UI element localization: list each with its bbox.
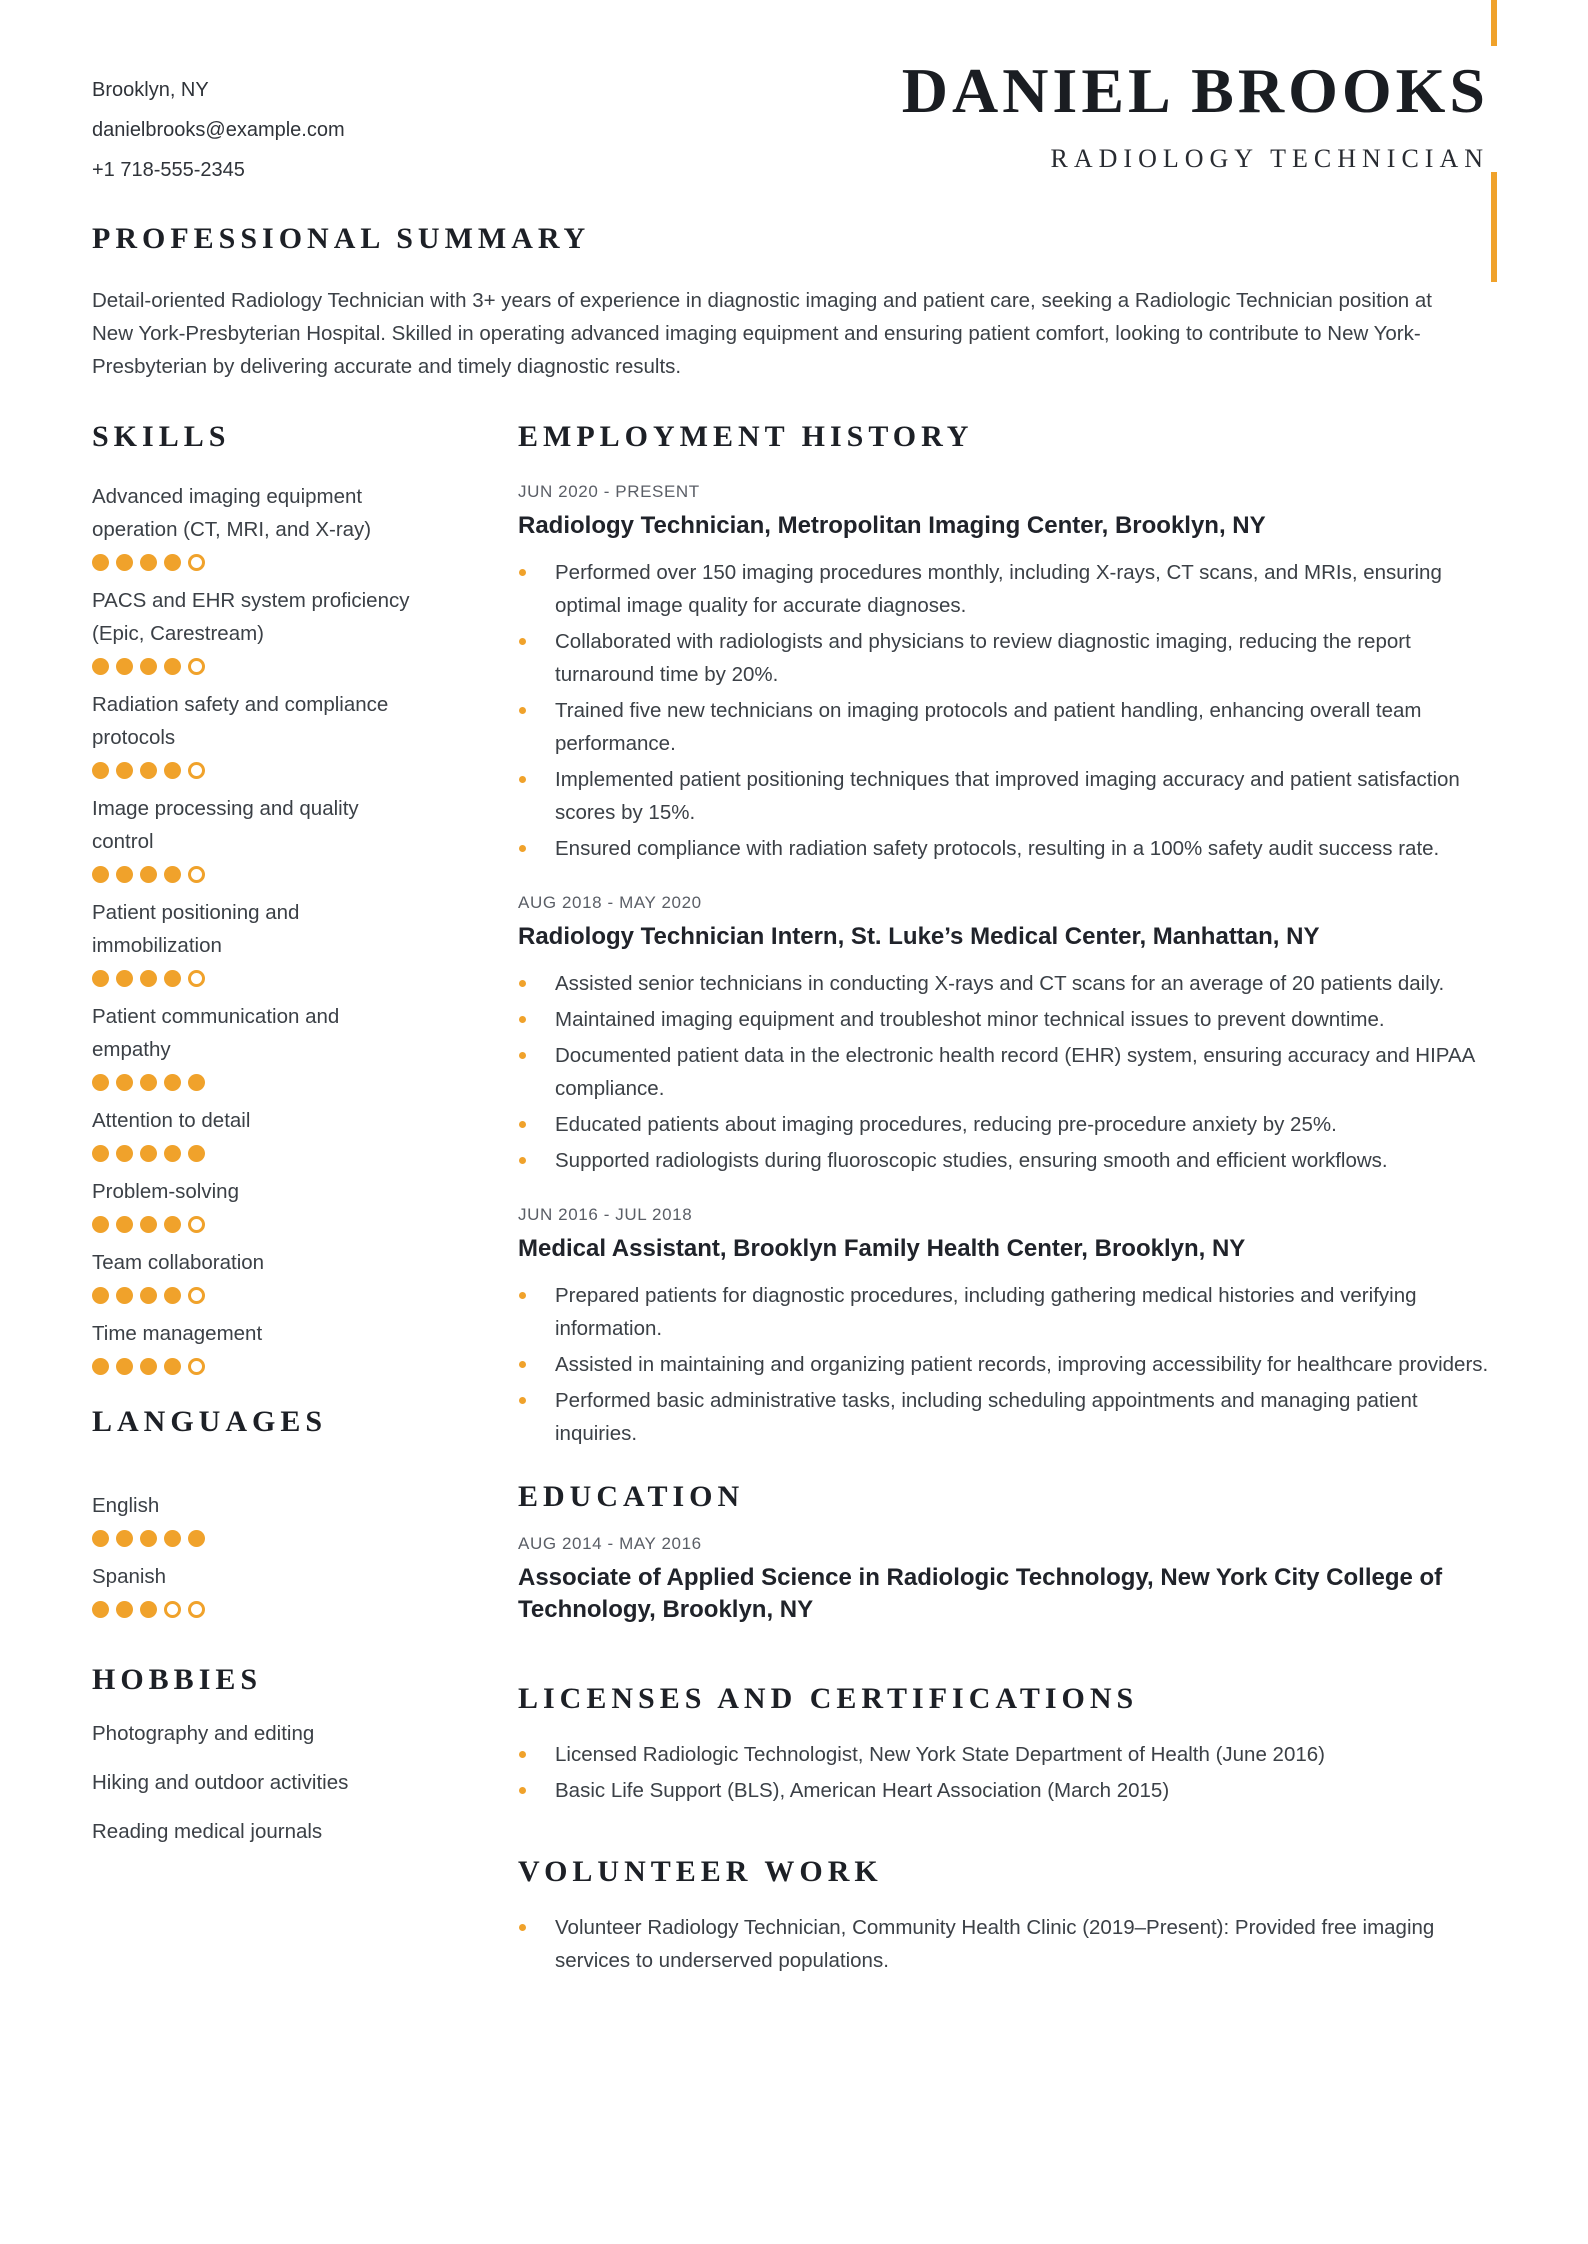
bullet-text: Volunteer Radiology Technician, Community Health Clinic (2019–Present): Provided free imaging services to underserved populations. [555, 1916, 1435, 1972]
skill-name: Patient communication and empathy [92, 1005, 340, 1061]
rating-dot-filled [164, 762, 181, 779]
contact-block [92, 70, 345, 190]
bullet-dot-icon [519, 776, 526, 783]
bullet-dot-icon [519, 1751, 526, 1758]
job-bullets [518, 556, 1493, 865]
skill-rating [92, 658, 422, 675]
bullet-item [518, 1279, 1493, 1345]
rating-dot-filled [116, 1358, 133, 1375]
rating-dot-filled [92, 554, 109, 571]
rating-dot-filled [116, 1074, 133, 1091]
language-rating [92, 1530, 422, 1547]
skill-rating [92, 970, 422, 987]
bullet-item [518, 1384, 1493, 1450]
volunteer-bullets [518, 1911, 1493, 1977]
rating-dot-filled [92, 970, 109, 987]
rating-dot-filled [164, 1530, 181, 1547]
bullet-text: Prepared patients for diagnostic procedures, including gathering medical histories and verifying information. [555, 1284, 1417, 1340]
hobbies-heading: HOBBIES [92, 1663, 263, 1696]
job-title: Medical Assistant, Brooklyn Family Health Center, Brooklyn, NY [518, 1235, 1246, 1262]
rating-dot-filled [188, 1145, 205, 1162]
rating-dot-filled [92, 1216, 109, 1233]
rating-dot-filled [92, 1074, 109, 1091]
bullet-text: Licensed Radiologic Technologist, New York State Department of Health (June 2016) [555, 1743, 1325, 1766]
languages-heading: LANGUAGES [92, 1405, 328, 1438]
accent-bar-top [1491, 0, 1497, 46]
skill-name: Patient positioning and immobilization [92, 901, 300, 957]
bullet-item [518, 1003, 1493, 1036]
rating-dot-filled [164, 554, 181, 571]
bullet-text: Assisted senior technicians in conducting X-rays and CT scans for an average of 20 patients daily. [555, 972, 1445, 995]
skill-item [92, 1000, 422, 1091]
bullet-item [518, 1738, 1493, 1771]
language-item [92, 1560, 422, 1618]
rating-dot-filled [140, 1145, 157, 1162]
skill-rating [92, 1287, 422, 1304]
skill-item [92, 584, 422, 675]
rating-dot-filled [116, 658, 133, 675]
rating-dot-filled [92, 658, 109, 675]
bullet-item [518, 1774, 1493, 1807]
rating-dot-filled [92, 1358, 109, 1375]
rating-dot-filled [92, 866, 109, 883]
rating-dot-empty [164, 1601, 181, 1618]
job-title: Radiology Technician, Metropolitan Imaging Center, Brooklyn, NY [518, 512, 1266, 539]
summary-text: Detail-oriented Radiology Technician with 3+ years of experience in diagnostic imaging and patient care, seeking a Radiologic Technician position at New York-Presbyterian Hospital. Skilled in operating advanced imaging equipment and ensuring patient comfort, looking to contribute to New York-Presbyterian by delivering accurate and timely diagnostic results. [92, 289, 1432, 378]
job-bullets [518, 1279, 1493, 1450]
bullet-item [518, 1144, 1493, 1177]
bullet-item [518, 556, 1493, 622]
rating-dot-filled [116, 554, 133, 571]
skill-rating [92, 762, 422, 779]
rating-dot-filled [140, 1074, 157, 1091]
skill-item [92, 792, 422, 883]
bullet-text: Documented patient data in the electronic health record (EHR) system, ensuring accuracy and HIPAA compliance. [555, 1044, 1475, 1100]
bullet-dot-icon [519, 1121, 526, 1128]
education-degree: Associate of Applied Science in Radiologic Technology, New York City College of Technology, Brooklyn, NY [518, 1564, 1443, 1623]
rating-dot-filled [116, 1530, 133, 1547]
contact-phone: +1 718-555-2345 [92, 159, 245, 181]
skill-name: Radiation safety and compliance protocols [92, 693, 389, 749]
rating-dot-filled [116, 762, 133, 779]
rating-dot-filled [116, 1287, 133, 1304]
bullet-text: Performed over 150 imaging procedures monthly, including X-rays, CT scans, and MRIs, ensuring optimal image quality for accurate diagnoses. [555, 561, 1442, 617]
skill-name: Team collaboration [92, 1251, 265, 1274]
rating-dot-empty [188, 866, 205, 883]
bullet-dot-icon [519, 1361, 526, 1368]
skills-heading: SKILLS [92, 420, 231, 453]
hobby-item: Reading medical journals [92, 1820, 323, 1843]
contact-email: danielbrooks@example.com [92, 119, 345, 141]
rating-dot-filled [164, 1074, 181, 1091]
bullet-dot-icon [519, 638, 526, 645]
bullet-dot-icon [519, 1292, 526, 1299]
skill-item [92, 688, 422, 779]
bullet-item [518, 625, 1493, 691]
job-bullets [518, 967, 1493, 1177]
skill-rating [92, 554, 422, 571]
rating-dot-filled [140, 1216, 157, 1233]
bullet-text: Performed basic administrative tasks, including scheduling appointments and managing patient inquiries. [555, 1389, 1418, 1445]
skill-rating [92, 1358, 422, 1375]
rating-dot-filled [92, 1145, 109, 1162]
rating-dot-filled [164, 1216, 181, 1233]
bullet-text: Trained five new technicians on imaging protocols and patient handling, enhancing overall team performance. [555, 699, 1422, 755]
rating-dot-filled [140, 554, 157, 571]
left-column [92, 420, 422, 1864]
bullet-dot-icon [519, 1016, 526, 1023]
language-name: Spanish [92, 1565, 167, 1588]
bullet-dot-icon [519, 845, 526, 852]
rating-dot-filled [140, 1601, 157, 1618]
bullet-item [518, 694, 1493, 760]
skill-item [92, 896, 422, 987]
rating-dot-empty [188, 1216, 205, 1233]
rating-dot-filled [92, 762, 109, 779]
summary-heading: PROFESSIONAL SUMMARY [92, 222, 591, 255]
education-dates: AUG 2014 - MAY 2016 [518, 1534, 702, 1553]
bullet-text: Educated patients about imaging procedures, reducing pre-procedure anxiety by 25%. [555, 1113, 1337, 1136]
rating-dot-filled [164, 866, 181, 883]
rating-dot-filled [116, 1216, 133, 1233]
rating-dot-filled [116, 1601, 133, 1618]
skill-item [92, 1104, 422, 1162]
accent-bar-header [1491, 172, 1497, 282]
job-entry [518, 480, 1493, 865]
bullet-text: Assisted in maintaining and organizing patient records, improving accessibility for healthcare providers. [555, 1353, 1489, 1376]
job-dates: JUN 2020 - PRESENT [518, 482, 700, 501]
bullet-item [518, 1039, 1493, 1105]
language-name: English [92, 1494, 160, 1517]
skill-rating [92, 1145, 422, 1162]
skill-item [92, 1246, 422, 1304]
rating-dot-filled [140, 1358, 157, 1375]
rating-dot-empty [188, 970, 205, 987]
rating-dot-filled [188, 1530, 205, 1547]
bullet-text: Basic Life Support (BLS), American Heart Association (March 2015) [555, 1779, 1170, 1802]
contact-location: Brooklyn, NY [92, 79, 209, 101]
bullet-item [518, 1108, 1493, 1141]
rating-dot-empty [188, 1358, 205, 1375]
bullet-text: Implemented patient positioning techniques that improved imaging accuracy and patient satisfaction scores by 15%. [555, 768, 1460, 824]
skill-rating [92, 1216, 422, 1233]
rating-dot-filled [92, 1601, 109, 1618]
bullet-dot-icon [519, 1787, 526, 1794]
rating-dot-filled [140, 970, 157, 987]
skill-name: PACS and EHR system proficiency (Epic, Carestream) [92, 589, 410, 645]
rating-dot-filled [140, 1530, 157, 1547]
bullet-item [518, 1911, 1493, 1977]
rating-dot-filled [164, 970, 181, 987]
skill-item [92, 1317, 422, 1375]
skill-item [92, 480, 422, 571]
rating-dot-filled [140, 658, 157, 675]
rating-dot-empty [188, 554, 205, 571]
bullet-text: Ensured compliance with radiation safety protocols, resulting in a 100% safety audit success rate. [555, 837, 1440, 860]
volunteer-heading: VOLUNTEER WORK [518, 1855, 883, 1888]
rating-dot-empty [188, 658, 205, 675]
job-dates: AUG 2018 - MAY 2020 [518, 893, 702, 912]
bullet-text: Collaborated with radiologists and physicians to review diagnostic imaging, reducing the report turnaround time by 20%. [555, 630, 1411, 686]
employment-heading: EMPLOYMENT HISTORY [518, 420, 974, 453]
rating-dot-filled [140, 866, 157, 883]
rating-dot-filled [140, 762, 157, 779]
bullet-text: Supported radiologists during fluoroscopic studies, ensuring smooth and efficient workflows. [555, 1149, 1388, 1172]
bullet-item [518, 1348, 1493, 1381]
rating-dot-filled [164, 1358, 181, 1375]
bullet-item [518, 763, 1493, 829]
education-heading: EDUCATION [518, 1480, 745, 1513]
rating-dot-filled [116, 1145, 133, 1162]
bullet-dot-icon [519, 1052, 526, 1059]
candidate-name: DANIEL BROOKS [901, 55, 1489, 126]
hobby-item: Hiking and outdoor activities [92, 1771, 349, 1794]
skill-rating [92, 866, 422, 883]
bullet-dot-icon [519, 1924, 526, 1931]
volunteer-section [518, 1855, 1493, 1977]
bullet-dot-icon [519, 1397, 526, 1404]
skill-rating [92, 1074, 422, 1091]
job-dates: JUN 2016 - JUL 2018 [518, 1205, 693, 1224]
skill-item [92, 1175, 422, 1233]
skill-name: Advanced imaging equipment operation (CT, MRI, and X-ray) [92, 485, 372, 541]
rating-dot-empty [188, 762, 205, 779]
rating-dot-empty [188, 1601, 205, 1618]
candidate-title: RADIOLOGY TECHNICIAN [1050, 144, 1489, 173]
licenses-section [518, 1682, 1493, 1807]
language-rating [92, 1601, 422, 1618]
bullet-item [518, 832, 1493, 865]
rating-dot-filled [116, 970, 133, 987]
header-block [902, 52, 1489, 174]
skill-name: Attention to detail [92, 1109, 251, 1132]
rating-dot-filled [116, 866, 133, 883]
bullet-dot-icon [519, 1157, 526, 1164]
license-bullets [518, 1738, 1493, 1807]
job-entry [518, 891, 1493, 1177]
skill-name: Time management [92, 1322, 263, 1345]
bullet-dot-icon [519, 707, 526, 714]
rating-dot-filled [92, 1530, 109, 1547]
education-section [518, 1480, 1493, 1626]
rating-dot-filled [92, 1287, 109, 1304]
bullet-dot-icon [519, 569, 526, 576]
language-item [92, 1489, 422, 1547]
skill-name: Image processing and quality control [92, 797, 359, 853]
licenses-heading: LICENSES AND CERTIFICATIONS [518, 1682, 1139, 1715]
rating-dot-filled [164, 1287, 181, 1304]
bullet-item [518, 967, 1493, 1000]
right-column [518, 420, 1493, 1980]
bullet-text: Maintained imaging equipment and troubleshot minor technical issues to prevent downtime. [555, 1008, 1385, 1031]
job-entry [518, 1203, 1493, 1450]
hobby-item: Photography and editing [92, 1722, 315, 1745]
rating-dot-filled [164, 658, 181, 675]
bullet-dot-icon [519, 980, 526, 987]
rating-dot-empty [188, 1287, 205, 1304]
job-title: Radiology Technician Intern, St. Luke’s Medical Center, Manhattan, NY [518, 923, 1320, 950]
rating-dot-filled [140, 1287, 157, 1304]
rating-dot-filled [188, 1074, 205, 1091]
rating-dot-filled [164, 1145, 181, 1162]
skill-name: Problem-solving [92, 1180, 239, 1203]
